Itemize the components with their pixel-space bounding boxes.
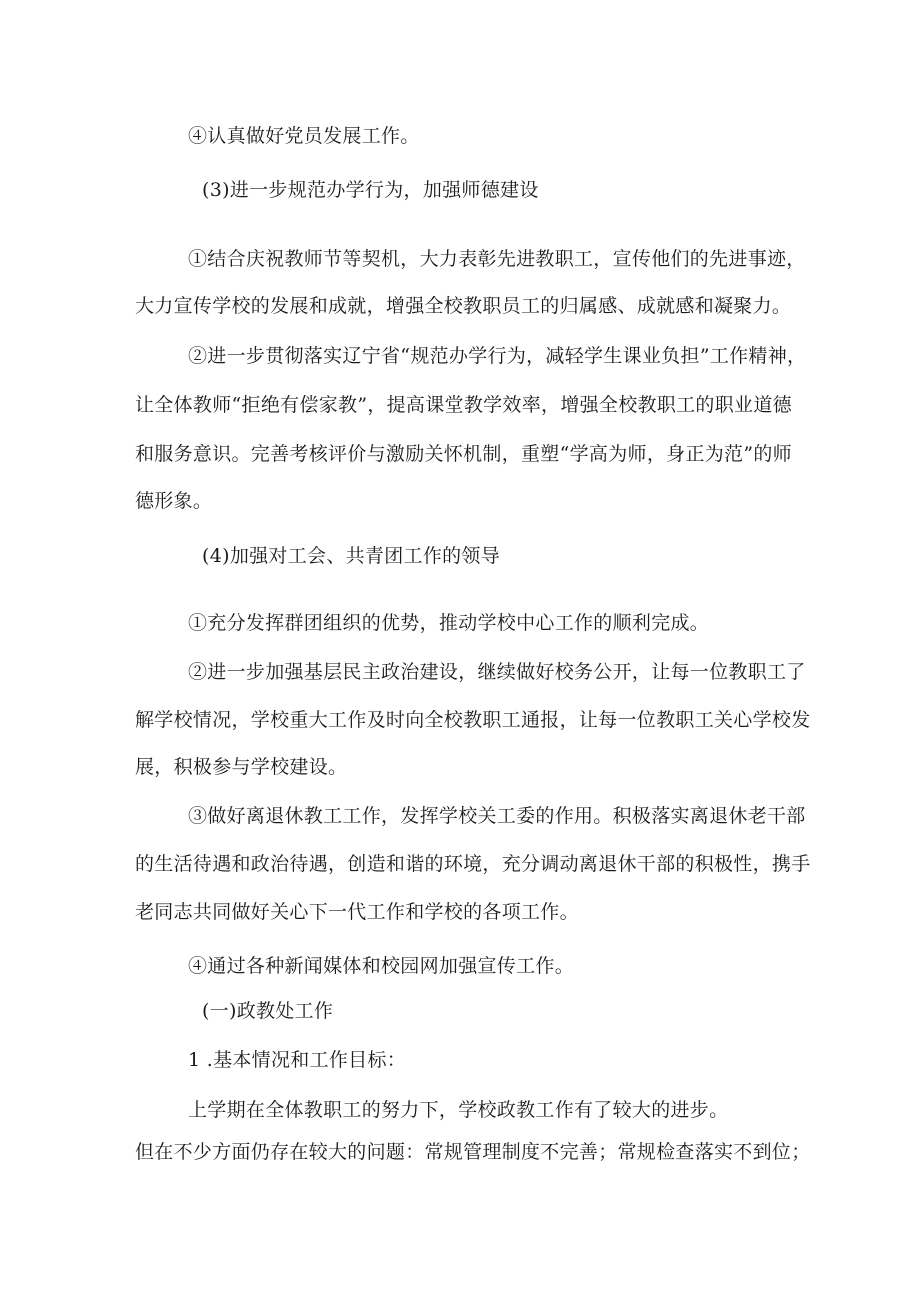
paragraph-line: 上学期在全体教职工的努力下，学校政教工作有了较大的进步。 (188, 1099, 729, 1121)
paragraph-line: ④认真做好党员发展工作。 (188, 125, 420, 147)
paragraph-line: 大力宣传学校的发展和成就，增强全校教职员工的归属感、成就感和凝聚力。 (135, 295, 792, 317)
paragraph-line: 和服务意识。完善考核评价与激励关怀机制，重塑“学高为师，身正为范”的师 (135, 443, 792, 465)
paragraph-line: 但在不少方面仍存在较大的问题：常规管理制度不完善；常规检查落实不到位； (135, 1141, 811, 1163)
paragraph-line: 德形象。 (135, 490, 213, 512)
subsection-heading: 1 .基本情况和工作目标： (188, 1049, 407, 1071)
paragraph-line: ①充分发挥群团组织的优势，推动学校中心工作的顺利完成。 (188, 612, 710, 634)
paragraph-line: ②进一步贯彻落实辽宁省“规范办学行为，减轻学生课业负担”工作精神， (188, 345, 807, 367)
paragraph-line: ①结合庆祝教师节等契机，大力表彰先进教职工，宣传他们的先进事迹， (188, 248, 806, 270)
paragraph-line: 解学校情况，学校重大工作及时向全校教职工通报，让每一位教职工关心学校发 (135, 709, 811, 731)
paragraph-line: ②进一步加强基层民主政治建设，继续做好校务公开，让每一位教职工了 (188, 661, 806, 683)
paragraph-line: ④通过各种新闻媒体和校园网加强宣传工作。 (188, 955, 575, 977)
section-heading: (3)进一步规范办学行为，加强师德建设 (202, 179, 539, 201)
paragraph-line: 让全体教师“拒绝有偿家教”，提高课堂教学效率，增强全校教职工的职业道德 (135, 394, 792, 416)
section-heading: (4)加强对工会、共青团工作的领导 (202, 545, 501, 567)
paragraph-line: 的生活待遇和政治待遇，创造和谐的环境，充分调动离退休干部的积极性，携手 (135, 853, 811, 875)
paragraph-line: 展，积极参与学校建设。 (135, 756, 348, 778)
section-heading: (一)政教处工作 (202, 1000, 334, 1022)
paragraph-line: ③做好离退休教工工作，发挥学校关工委的作用。积极落实离退休老干部 (188, 805, 806, 827)
paragraph-line: 老同志共同做好关心下一代工作和学校的各项工作。 (135, 901, 579, 923)
